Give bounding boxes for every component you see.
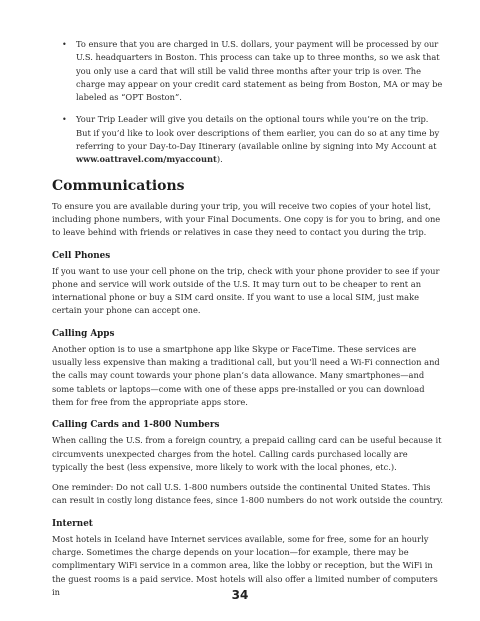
bullet-item-payment xyxy=(62,38,444,104)
bullet-icon: • xyxy=(62,40,67,49)
cell-phones-body: If you want to use your cell phone on the trip, check with your phone provider to see if your phone and service will work outside of the U.S. It may turn out to be cheaper to rent an international phone or buy a SIM card onsite. If you want to use a local SIM, just make certain your phone can accept one. xyxy=(52,265,440,316)
section-heading-communications: Communications xyxy=(52,177,185,194)
subheading-internet: Internet xyxy=(52,518,93,529)
bullet-icon: • xyxy=(62,115,67,125)
bullet-text: Your Trip Leader will give you details on the optional tours while you’re on the trip. But if you’d like to look over descriptions of them earlier, you can do so at any time by referring to your Day-to-Day Itinerary (available online by signing into My Account at xyxy=(76,114,440,152)
bullet-text: To ensure that you are charged in U.S. dollars, your payment will be processed by our U.S. headquarters in Boston. This process can take up to three months, so we ask that you only use a card that will still be valid three months after your trip is over. The charge may appear on your credit card statement as being from Boston, MA or may be labeled as “OPT Boston”. xyxy=(76,39,443,103)
bullet-text-end: ). xyxy=(216,154,223,165)
calling-cards-body: When calling the U.S. from a foreign country, a prepaid calling card can be useful because it circumvents unexpected charges from the hotel. Calling cards purchased locally are typically the best (less expensive, more likely to work with the local phones, etc.). xyxy=(52,435,442,472)
subheading-cell-phones: Cell Phones xyxy=(52,250,111,261)
subheading-calling-cards: Calling Cards and 1-800 Numbers xyxy=(52,420,220,431)
internet-body: Most hotels in Iceland have Internet services available, some for free, some for an hourly charge. Sometimes the charge depends on your location—for example, there may be complimentary WiFi service in a common area, like the lobby or reception, but the WiFi in the guest rooms is a paid service. Most hotels will also offer a limited number of computers in xyxy=(52,533,438,597)
bullet-list xyxy=(62,38,444,167)
subheading-calling-apps: Calling Apps xyxy=(52,328,115,339)
calling-cards-reminder: One reminder: Do not call U.S. 1-800 numbers outside the continental United States. This can result in costly long distance fees, since 1-800 numbers do not work outside the country. xyxy=(52,482,444,506)
page-content xyxy=(52,38,444,606)
myaccount-link[interactable]: www.oattravel.com/myaccount xyxy=(76,154,217,165)
bullet-item-optional-tours xyxy=(62,113,444,166)
page-number: 34 xyxy=(231,588,249,602)
calling-apps-body: Another option is to use a smartphone app like Skype or FaceTime. These services are usually less expensive than making a traditional call, but you’ll need a Wi-Fi connection and the calls may count towards your phone plan’s data allowance. Many smartphones—and some tablets or laptops—come with one of these apps pre-installed or you can download them for free from the appropriate apps store. xyxy=(52,343,440,407)
communications-intro: To ensure you are available during your trip, you will receive two copies of your hotel list, including phone numbers, with your Final Documents. One copy is for you to bring, and one to leave behind with friends or relatives in case they need to contact you during the trip. xyxy=(52,200,441,238)
